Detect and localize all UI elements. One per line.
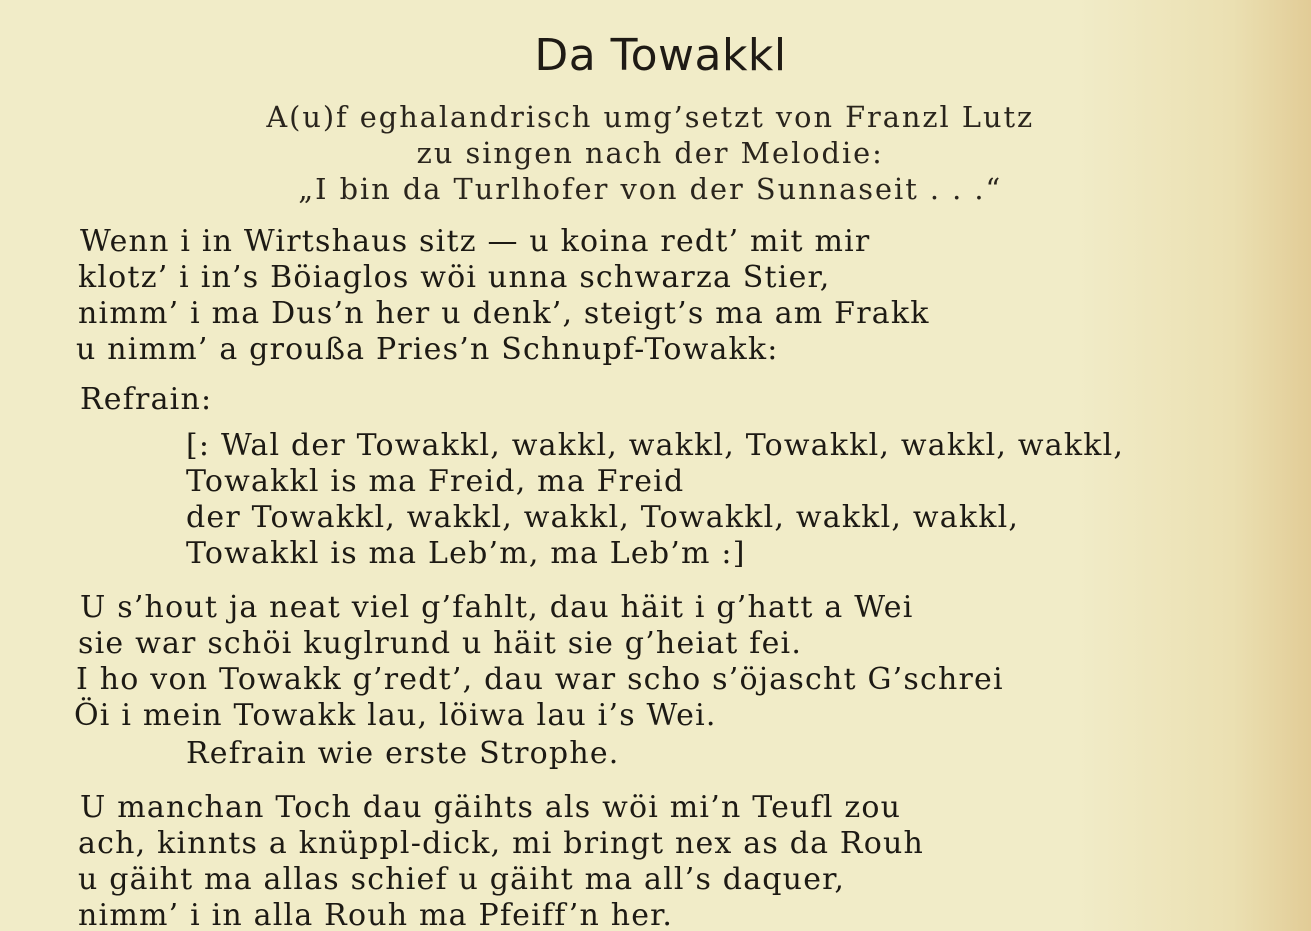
subtitle-line: „I bin da Turlhofer von der Sunnaseit . . .“ xyxy=(298,172,1003,206)
subtitle-line: zu singen nach der Melodie: xyxy=(416,136,884,170)
stanza-3-line: U manchan Toch dau gäihts als wöi mi’n Teufl zou xyxy=(80,790,902,825)
stanza-1-line: nimm’ i ma Dus’n her u denk’, steigt’s ma am Frakk xyxy=(78,296,930,331)
stanza-3-line: ach, kinnts a knüppl-dick, mi bringt nex as da Rouh xyxy=(78,826,925,861)
song-title: Da Towakkl xyxy=(534,30,787,81)
stanza-3-line: u gäiht ma allas schief u gäiht ma all’s daquer, xyxy=(78,862,846,897)
stanza-3-line: nimm’ i in alla Rouh ma Pfeiff’n her. xyxy=(78,898,674,931)
stanza-1-line: Wenn i in Wirtshaus sitz — u koina redt’ mit mir xyxy=(80,224,871,259)
refrain-label: Refrain: xyxy=(80,382,213,417)
stanza-1-line: u nimm’ a groußa Pries’n Schnupf-Towakk: xyxy=(76,332,779,367)
stanza-2-line: Öi i mein Towakk lau, löiwa lau i’s Wei. xyxy=(74,698,717,733)
refrain-line: [: Wal der Towakkl, wakkl, wakkl, Towakkl, wakkl, wakkl, xyxy=(186,428,1125,463)
stanza-2-line: U s’hout ja neat viel g’fahlt, dau häit i g’hatt a Wei xyxy=(80,590,914,625)
refrain-line: Towakkl is ma Leb’m, ma Leb’m :] xyxy=(186,536,746,571)
subtitle-line: A(u)f eghalandrisch umg’setzt von Franzl Lutz xyxy=(266,100,1035,134)
refrain-note: Refrain wie erste Strophe. xyxy=(186,736,620,771)
stanza-2-line: sie war schöi kuglrund u häit sie g’heiat fei. xyxy=(78,626,803,661)
stanza-2-line: I ho von Towakk g’redt’, dau war scho s’öjascht G’schrei xyxy=(76,662,1004,697)
refrain-line: der Towakkl, wakkl, wakkl, Towakkl, wakkl, wakkl, xyxy=(186,500,1020,535)
stanza-1-line: klotz’ i in’s Böiaglos wöi unna schwarza Stier, xyxy=(78,260,831,295)
refrain-line: Towakkl is ma Freid, ma Freid xyxy=(186,464,685,499)
